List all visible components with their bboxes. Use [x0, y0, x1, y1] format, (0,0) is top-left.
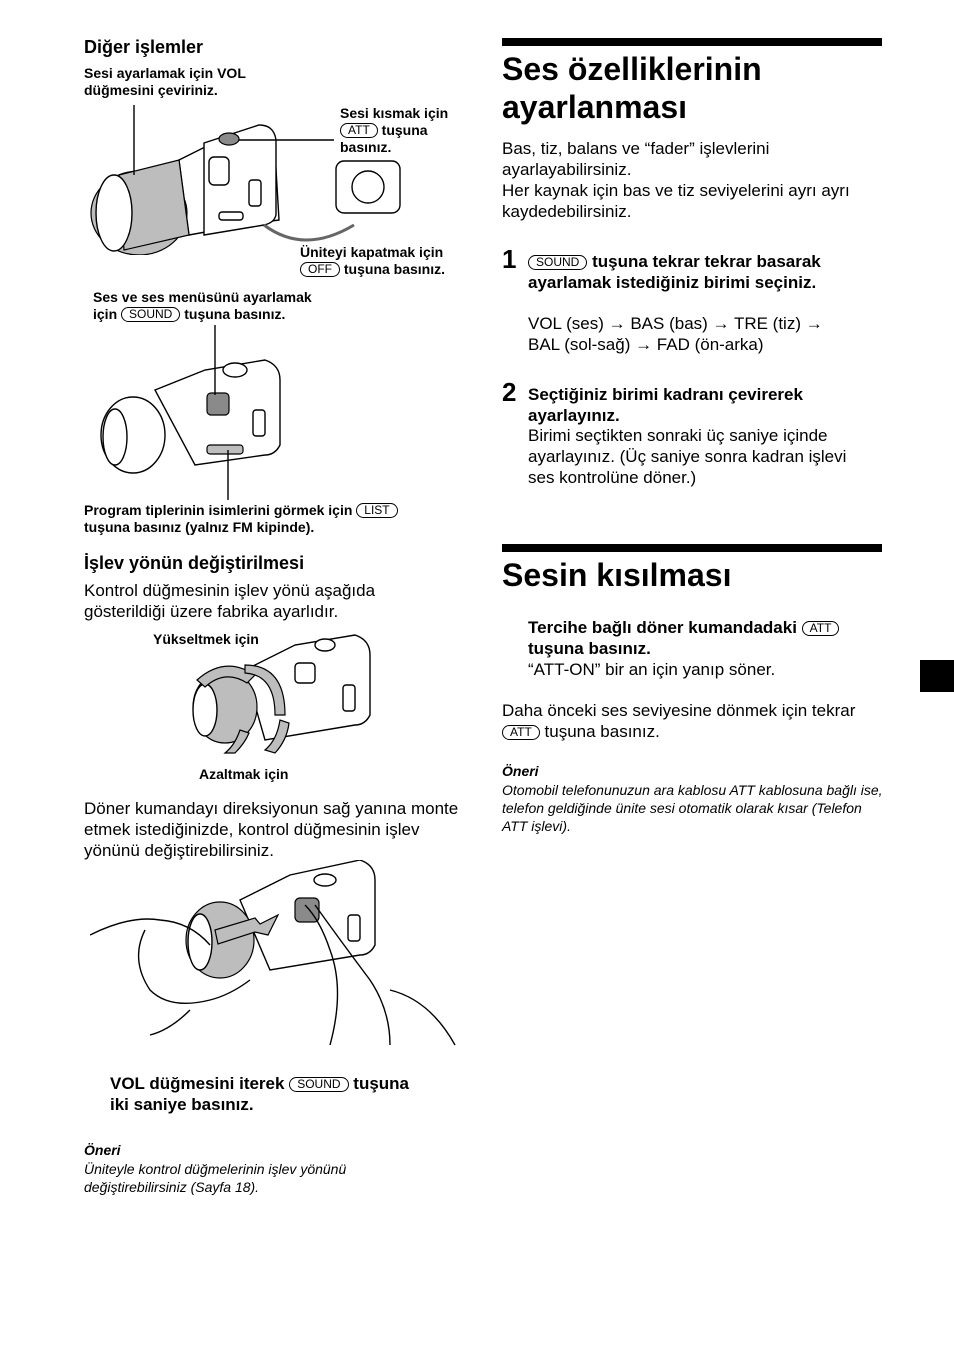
sound-label-text2: için [93, 306, 118, 322]
step-2-instruction [528, 384, 888, 426]
att-step-instruction [528, 617, 888, 659]
att-step-key: ATT [802, 621, 840, 636]
att-label-text: Sesi kısmak için [340, 105, 449, 121]
sound-key: SOUND [121, 307, 180, 322]
step-1-sequence [528, 313, 888, 355]
att-label-text3: basınız. [340, 139, 392, 155]
sequence-line-2: BAL (sol-sağ) → FAD (ön-arka) [528, 335, 764, 354]
vol-label: Sesi ayarlamak için VOL düğmesini çeviriniz. [84, 65, 246, 98]
section-heading-diger: Diğer işlemler [84, 37, 204, 57]
section-tab-marker [920, 660, 954, 692]
step-2-number: 2 [502, 377, 517, 407]
off-label-text2: tuşuna basınız. [343, 261, 446, 277]
rotary-commander-figure-3 [185, 625, 375, 760]
left-tip-text: Üniteyle kontrol düğmelerinin işlev yönünü değiştirebilirsiniz (Sayfa 18). [84, 1161, 347, 1195]
section-heading-islev: İşlev yönün değiştirilmesi [84, 553, 305, 573]
intro-text: Bas, tiz, balans ve “fader” işlevlerini ayarlayabilirsiniz. [502, 139, 770, 179]
sound-label-text: Ses ve ses menüsünü ayarlamak [93, 289, 312, 305]
restore-text [502, 700, 887, 742]
intro-text-2: Her kaynak için bas ve tiz seviyelerini ayrı ayrı kaydedebilirsiniz. [502, 181, 850, 221]
att-step-text2: tuşuna basınız. [528, 639, 651, 658]
list-label [84, 502, 464, 536]
step2-text: Seçtiğiniz birimi kadranı çevirerek [528, 385, 803, 404]
off-label [300, 244, 470, 278]
att-key: ATT [340, 123, 378, 138]
list-label-text: Program tiplerinin isimlerini görmek için [84, 502, 353, 518]
right-tip-text: Otomobil telefonunuzun ara kablosu ATT kablosuna bağlı ise, telefon geldiğinde ünite sesi otomatik olarak kısar (Telefon ATT işlevi). [502, 782, 883, 834]
off-key: OFF [300, 262, 340, 277]
step2-text2: ayarlayınız. [528, 406, 620, 425]
step1-text: tuşuna tekrar tekrar basarak [592, 252, 821, 271]
step-2-text: Birimi seçtikten sonraki üç saniye içinde ayarlayınız. (Üç saniye sonra kadran işlevi ses kontrolüne döner.) [528, 426, 847, 487]
vol-push-text3: iki saniye basınız. [110, 1095, 254, 1114]
att-on-text: “ATT-ON” bir an için yanıp söner. [528, 660, 776, 679]
rotary-commander-figure-1 [84, 95, 414, 255]
att-label-text2: tuşuna [381, 122, 428, 138]
restore-text-1: Daha önceki ses seviyesine dönmek için tekrar [502, 701, 856, 720]
sequence-line-1: VOL (ses) → BAS (bas) → TRE (tiz) → [528, 314, 823, 333]
restore-text-2: tuşuna basınız. [544, 722, 660, 741]
sound-label [93, 289, 363, 323]
right-tip-title: Öneri [502, 763, 539, 779]
title-rule-2 [502, 544, 882, 552]
sound-label-text3: tuşuna basınız. [184, 306, 286, 322]
title-rule-1 [502, 38, 882, 46]
title-ses-ozellikleri: Ses özelliklerinin ayarlanması [502, 51, 762, 125]
list-label-text2: tuşuna basınız (yalnız FM kipinde). [84, 519, 315, 535]
hand-pushing-figure [90, 860, 460, 1050]
restore-att-key: ATT [502, 725, 540, 740]
rotary-commander-figure-2 [95, 325, 295, 500]
list-key: LIST [356, 503, 397, 518]
azaltmak-label: Azaltmak için [199, 766, 289, 782]
vol-push-text2: tuşuna [353, 1074, 410, 1093]
vol-push-text: VOL düğmesini iterek [110, 1074, 285, 1093]
islev-text: Kontrol düğmesinin işlev yönü aşağıda gösterildiği üzere fabrika ayarlıdır. [84, 581, 376, 621]
vol-push-instruction [110, 1073, 460, 1115]
vol-push-sound-key: SOUND [289, 1077, 348, 1092]
doner-text: Döner kumandayı direksiyonun sağ yanına monte etmek istediğinizde, kontrol düğmesinin işlev yönünü değiştirebilirsiniz. [84, 799, 459, 860]
left-tip-title: Öneri [84, 1142, 121, 1158]
off-label-text: Üniteyi kapatmak için [300, 244, 444, 260]
att-step-text: Tercihe bağlı döner kumandadaki [528, 618, 797, 637]
step1-text2: ayarlamak istediğiniz birimi seçiniz. [528, 273, 817, 292]
title-sesin-kisilmasi: Sesin kısılması [502, 557, 732, 593]
yukseltmek-label: Yükseltmek için [153, 631, 259, 647]
step1-sound-key: SOUND [528, 255, 587, 270]
step-1-number: 1 [502, 244, 517, 274]
step-1-instruction [528, 251, 888, 293]
